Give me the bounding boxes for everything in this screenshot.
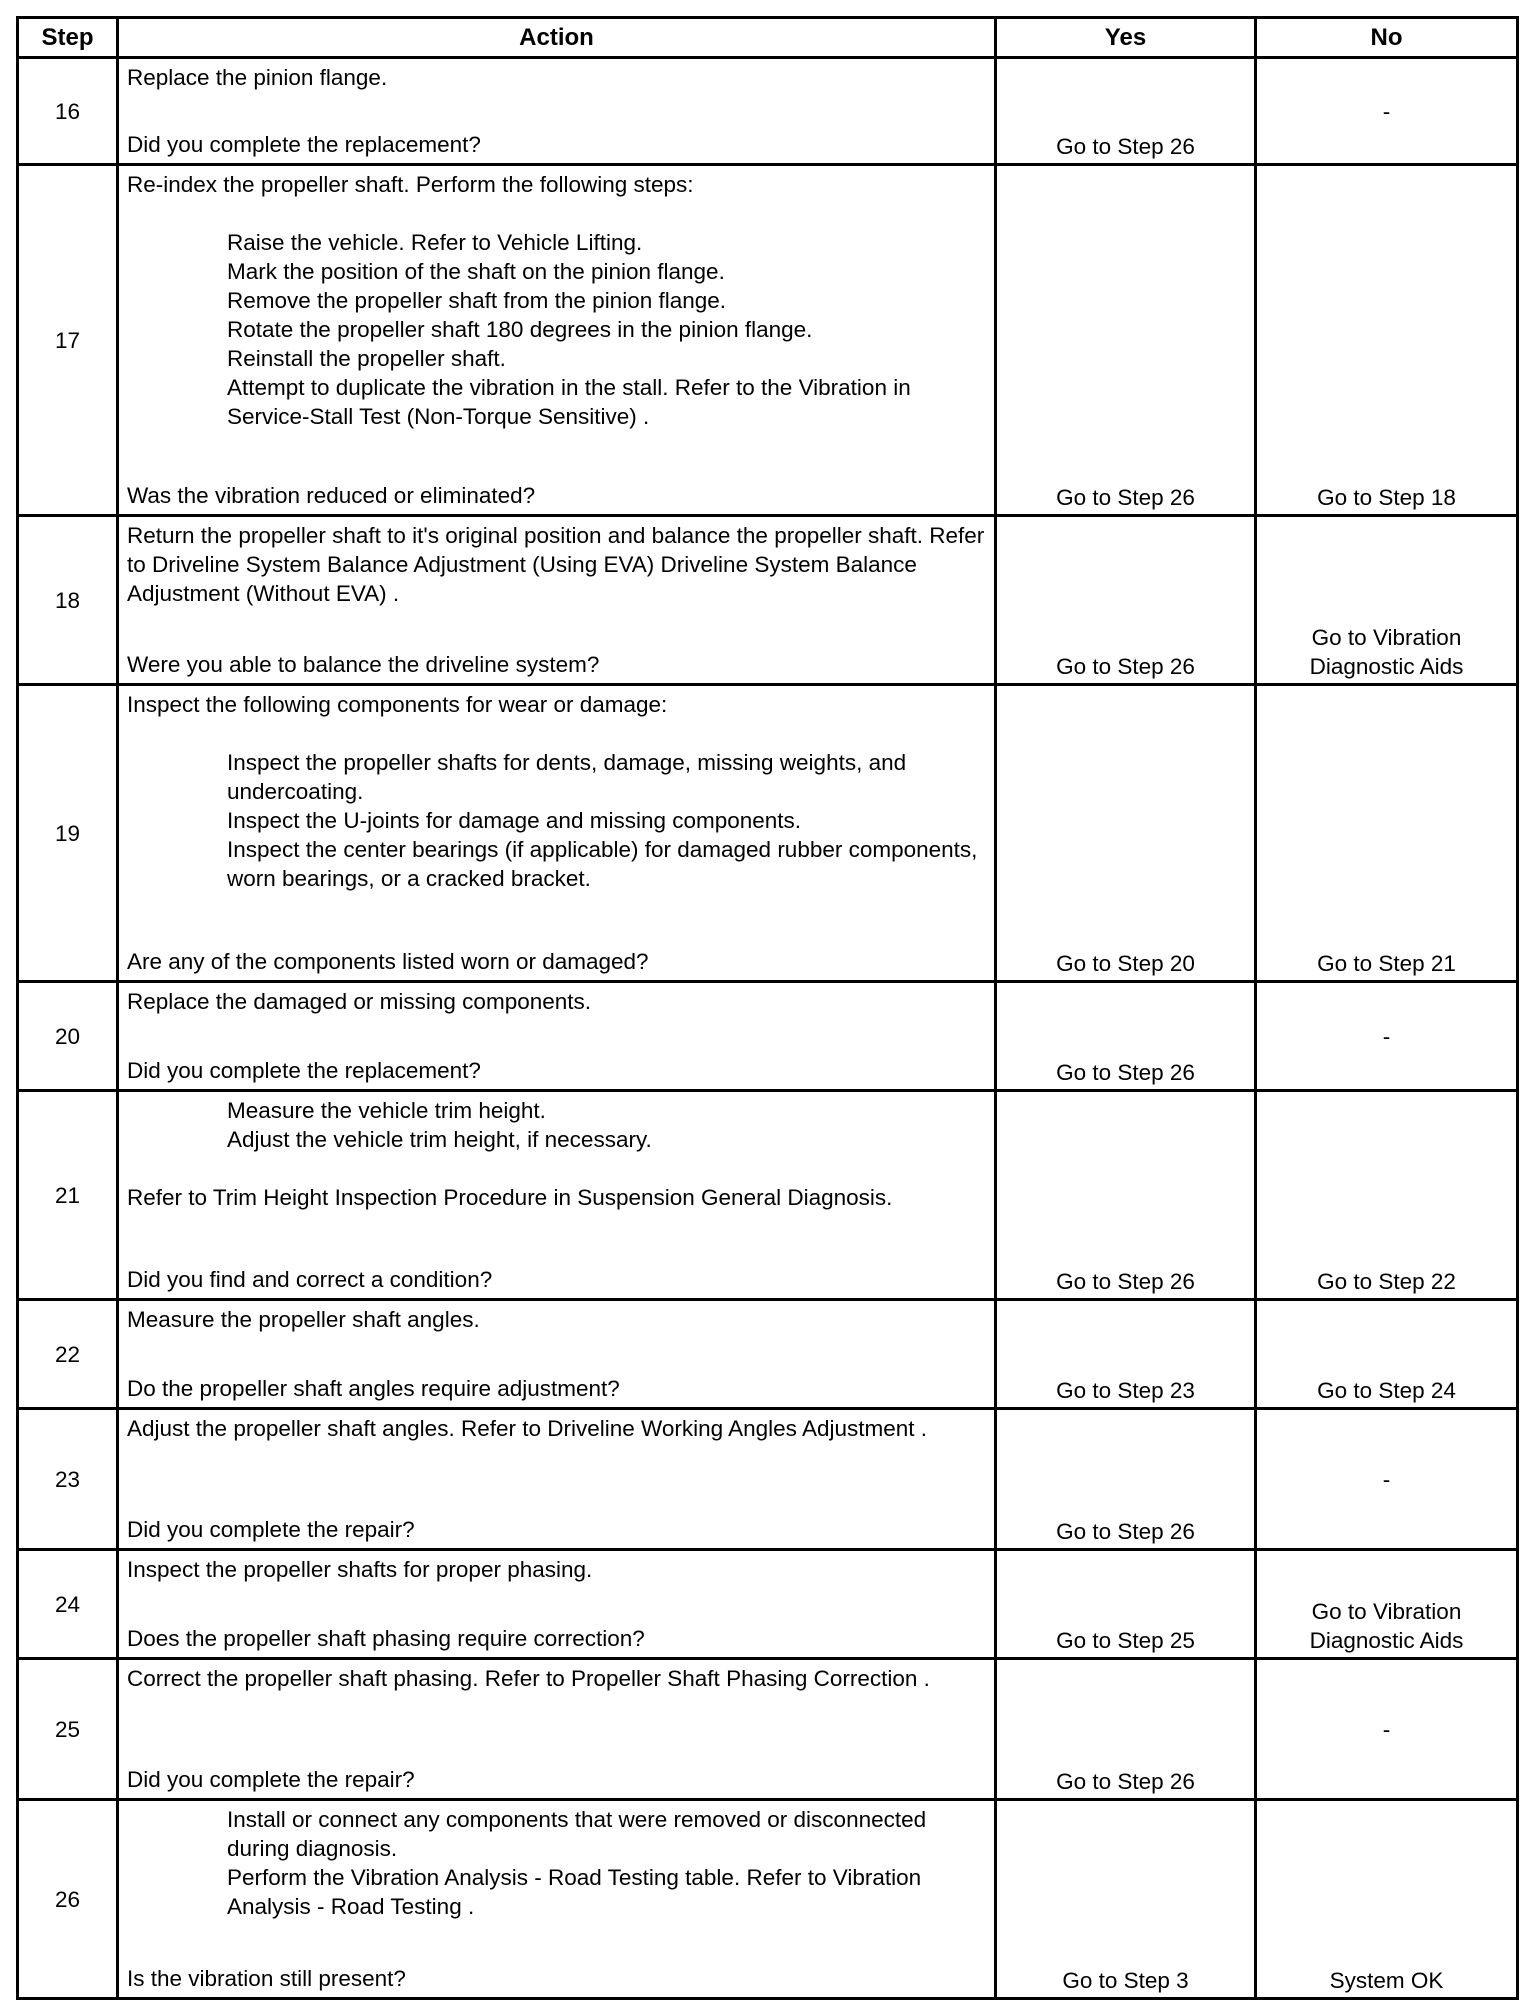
action-question: Did you complete the repair? — [127, 1767, 415, 1792]
no-result: Go to Vibration Diagnostic Aids — [1256, 516, 1518, 685]
action-intro: Replace the pinion flange. — [127, 65, 388, 90]
step-number: 22 — [18, 1300, 118, 1409]
header-yes: Yes — [996, 18, 1256, 58]
action-cell — [118, 516, 996, 685]
yes-result: Go to Step 26 — [996, 58, 1256, 165]
action-intro: Inspect the propeller shafts for proper phasing. — [127, 1557, 593, 1582]
action-substep: Adjust the vehicle trim height, if necessary. — [227, 1127, 652, 1152]
action-instructions — [127, 1555, 986, 1584]
table-row — [18, 1091, 1518, 1300]
step-number: 17 — [18, 165, 118, 516]
action-question: Did you complete the replacement? — [127, 132, 481, 157]
step-number: 18 — [18, 516, 118, 685]
table-row — [18, 982, 1518, 1091]
action-intro: Adjust the propeller shaft angles. Refer to Driveline Working Angles Adjustment . — [127, 1416, 928, 1441]
diagnostic-table — [16, 16, 1519, 2000]
action-substep: Inspect the U-joints for damage and missing components. — [227, 808, 802, 833]
action-instructions — [127, 521, 986, 608]
no-result: Go to Vibration Diagnostic Aids — [1256, 1550, 1518, 1659]
no-result: - — [1256, 58, 1518, 165]
no-result: System OK — [1256, 1800, 1518, 1999]
action-question: Is the vibration still present? — [127, 1966, 406, 1991]
table-row — [18, 1409, 1518, 1550]
action-cell — [118, 1409, 996, 1550]
action-intro: Replace the damaged or missing components. — [127, 989, 592, 1014]
yes-result: Go to Step 26 — [996, 165, 1256, 516]
action-substep: Perform the Vibration Analysis - Road Testing table. Refer to Vibration Analysis - Road Testing . — [227, 1865, 922, 1919]
yes-result: Go to Step 25 — [996, 1550, 1256, 1659]
action-instructions — [127, 690, 986, 893]
action-intro: Measure the propeller shaft angles. — [127, 1307, 480, 1332]
step-number: 26 — [18, 1800, 118, 1999]
step-number: 20 — [18, 982, 118, 1091]
table-row — [18, 685, 1518, 982]
step-number: 19 — [18, 685, 118, 982]
action-question: Did you complete the replacement? — [127, 1058, 481, 1083]
action-substep: Inspect the center bearings (if applicable) for damaged rubber components, worn bearings, or a cracked bracket. — [227, 837, 978, 891]
yes-result: Go to Step 26 — [996, 1091, 1256, 1300]
yes-result: Go to Step 26 — [996, 982, 1256, 1091]
action-intro: Return the propeller shaft to it's original position and balance the propeller shaft. Refer to Driveline System Balance Adjustment (Using EVA) Driveline System Balance Adjustment (Without EVA) . — [127, 523, 985, 606]
action-instructions — [127, 1305, 986, 1334]
action-substep: Rotate the propeller shaft 180 degrees in the pinion flange. — [227, 317, 813, 342]
action-substep: Remove the propeller shaft from the pinion flange. — [227, 288, 727, 313]
action-substep: Reinstall the propeller shaft. — [227, 346, 506, 371]
no-result: - — [1256, 1409, 1518, 1550]
action-instructions — [127, 987, 986, 1016]
step-number: 24 — [18, 1550, 118, 1659]
table-row — [18, 58, 1518, 165]
step-number: 16 — [18, 58, 118, 165]
action-substep: Attempt to duplicate the vibration in the stall. Refer to the Vibration in Service-Stall Test (Non-Torque Sensitive) . — [227, 375, 911, 429]
action-instructions — [127, 170, 986, 431]
header-step: Step — [18, 18, 118, 58]
action-cell — [118, 1659, 996, 1800]
action-cell — [118, 165, 996, 516]
action-intro: Inspect the following components for wear or damage: — [127, 692, 668, 717]
yes-result: Go to Step 3 — [996, 1800, 1256, 1999]
yes-result: Go to Step 26 — [996, 1409, 1256, 1550]
action-question: Did you complete the repair? — [127, 1517, 415, 1542]
table-row — [18, 165, 1518, 516]
action-instructions — [127, 1664, 986, 1693]
action-substep: Raise the vehicle. Refer to Vehicle Lifting. — [227, 230, 643, 255]
action-instructions — [127, 1096, 986, 1212]
yes-result: Go to Step 20 — [996, 685, 1256, 982]
action-cell — [118, 982, 996, 1091]
action-cell — [118, 1800, 996, 1999]
action-question: Are any of the components listed worn or damaged? — [127, 949, 649, 974]
no-result: Go to Step 22 — [1256, 1091, 1518, 1300]
action-instructions — [127, 1414, 986, 1443]
header-no: No — [1256, 18, 1518, 58]
yes-result: Go to Step 23 — [996, 1300, 1256, 1409]
step-number: 23 — [18, 1409, 118, 1550]
no-result: Go to Step 18 — [1256, 165, 1518, 516]
action-cell — [118, 1550, 996, 1659]
table-row — [18, 516, 1518, 685]
action-intro: Correct the propeller shaft phasing. Refer to Propeller Shaft Phasing Correction . — [127, 1666, 930, 1691]
action-intro: Re-index the propeller shaft. Perform the following steps: — [127, 172, 694, 197]
action-question: Did you find and correct a condition? — [127, 1267, 493, 1292]
action-question: Were you able to balance the driveline system? — [127, 652, 600, 677]
table-row — [18, 1550, 1518, 1659]
no-result: - — [1256, 1659, 1518, 1800]
step-number: 25 — [18, 1659, 118, 1800]
no-result: - — [1256, 982, 1518, 1091]
action-cell — [118, 58, 996, 165]
step-number: 21 — [18, 1091, 118, 1300]
action-cell — [118, 1300, 996, 1409]
action-cell — [118, 1091, 996, 1300]
action-substep: Inspect the propeller shafts for dents, damage, missing weights, and undercoating. — [227, 750, 907, 804]
action-cell — [118, 685, 996, 982]
no-result: Go to Step 24 — [1256, 1300, 1518, 1409]
action-question: Was the vibration reduced or eliminated? — [127, 483, 536, 508]
table-row — [18, 1659, 1518, 1800]
yes-result: Go to Step 26 — [996, 1659, 1256, 1800]
action-substep: Install or connect any components that were removed or disconnected during diagnosis. — [227, 1807, 927, 1861]
action-substep: Measure the vehicle trim height. — [227, 1098, 546, 1123]
action-question: Do the propeller shaft angles require adjustment? — [127, 1376, 620, 1401]
action-instructions — [127, 1805, 986, 1921]
table-row — [18, 1800, 1518, 1999]
no-result: Go to Step 21 — [1256, 685, 1518, 982]
action-instructions — [127, 63, 986, 92]
yes-result: Go to Step 26 — [996, 516, 1256, 685]
header-row — [18, 18, 1518, 58]
action-substep: Mark the position of the shaft on the pinion flange. — [227, 259, 725, 284]
action-note: Refer to Trim Height Inspection Procedure in Suspension General Diagnosis. — [127, 1185, 893, 1210]
header-action: Action — [118, 18, 996, 58]
table-row — [18, 1300, 1518, 1409]
action-question: Does the propeller shaft phasing require correction? — [127, 1626, 645, 1651]
